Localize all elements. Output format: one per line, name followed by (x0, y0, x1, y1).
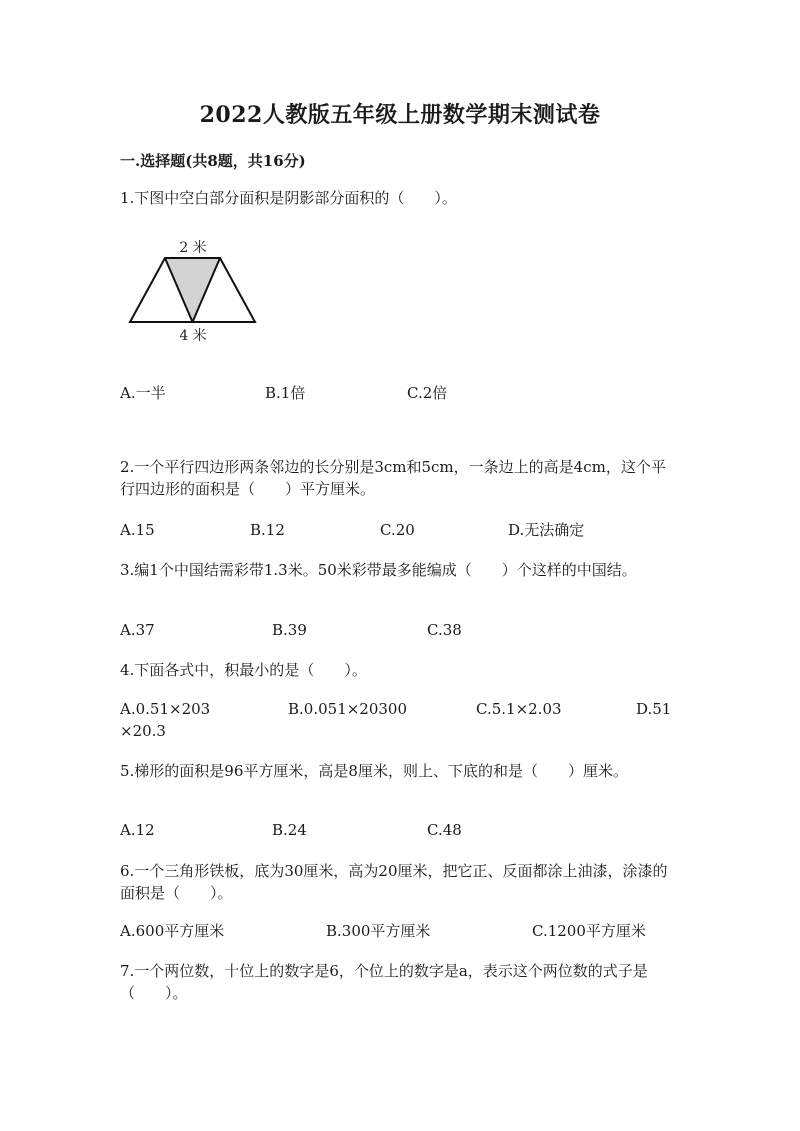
q5-option-c: C.48 (427, 821, 462, 839)
top-length-label: 2 米 (179, 240, 207, 256)
bottom-length-label: 4 米 (179, 328, 207, 344)
question-2: 2.一个平行四边形两条邻边的长分别是3cm和5cm，一条边上的高是4cm，这个平行四边形的面积是（ ）平方厘米。 (120, 458, 666, 498)
q2-option-a: A.15 (120, 521, 155, 539)
shaded-triangle (165, 258, 220, 322)
question-6: 6.一个三角形铁板，底为30厘米，高为20厘米，把它正、反面都涂上油漆，涂漆的面积是（ ）。 (120, 862, 668, 902)
question-3: 3.编1个中国结需彩带1.3米。50米彩带最多能编成（ ）个这样的中国结。 (120, 561, 637, 579)
q1-option-b: B.1倍 (265, 384, 306, 402)
question-7: 7.一个两位数，十位上的数字是6，个位上的数字是a，表示这个两位数的式子是（ ）。 (120, 962, 648, 1002)
q2-option-c: C.20 (380, 521, 415, 539)
q4-option-b: B.0.051×20300 (288, 700, 408, 718)
question-1: 1.下图中空白部分面积是阴影部分面积的（ ）。 (120, 189, 457, 207)
q3-option-c: C.38 (427, 621, 462, 639)
q4-option-a: A.0.51×203 (120, 700, 211, 718)
q2-option-d: D.无法确定 (508, 521, 585, 539)
q5-option-b: B.24 (272, 821, 307, 839)
question-4: 4.下面各式中，积最小的是（ ）。 (120, 661, 367, 679)
q4-option-d: D.51 (636, 700, 672, 718)
q2-option-b: B.12 (250, 521, 285, 539)
q6-option-a: A.600平方厘米 (120, 922, 225, 940)
q1-option-c: C.2倍 (407, 384, 448, 402)
q1-option-a: A.一半 (120, 384, 166, 402)
q6-option-c: C.1200平方厘米 (532, 922, 646, 940)
q3-option-b: B.39 (272, 621, 307, 639)
trapezoid-figure (125, 236, 265, 348)
q5-option-a: A.12 (120, 821, 155, 839)
section-title: 一.选择题(共8题，共16分) (120, 152, 306, 170)
page-title: 2022人教版五年级上册数学期末测试卷 (199, 102, 601, 128)
q4-option-c: C.5.1×2.03 (476, 700, 562, 718)
q4-option-d-continued: ×20.3 (120, 722, 166, 740)
question-5: 5.梯形的面积是96平方厘米，高是8厘米，则上、下底的和是（ ）厘米。 (120, 762, 628, 780)
q3-option-a: A.37 (120, 621, 155, 639)
q6-option-b: B.300平方厘米 (326, 922, 431, 940)
